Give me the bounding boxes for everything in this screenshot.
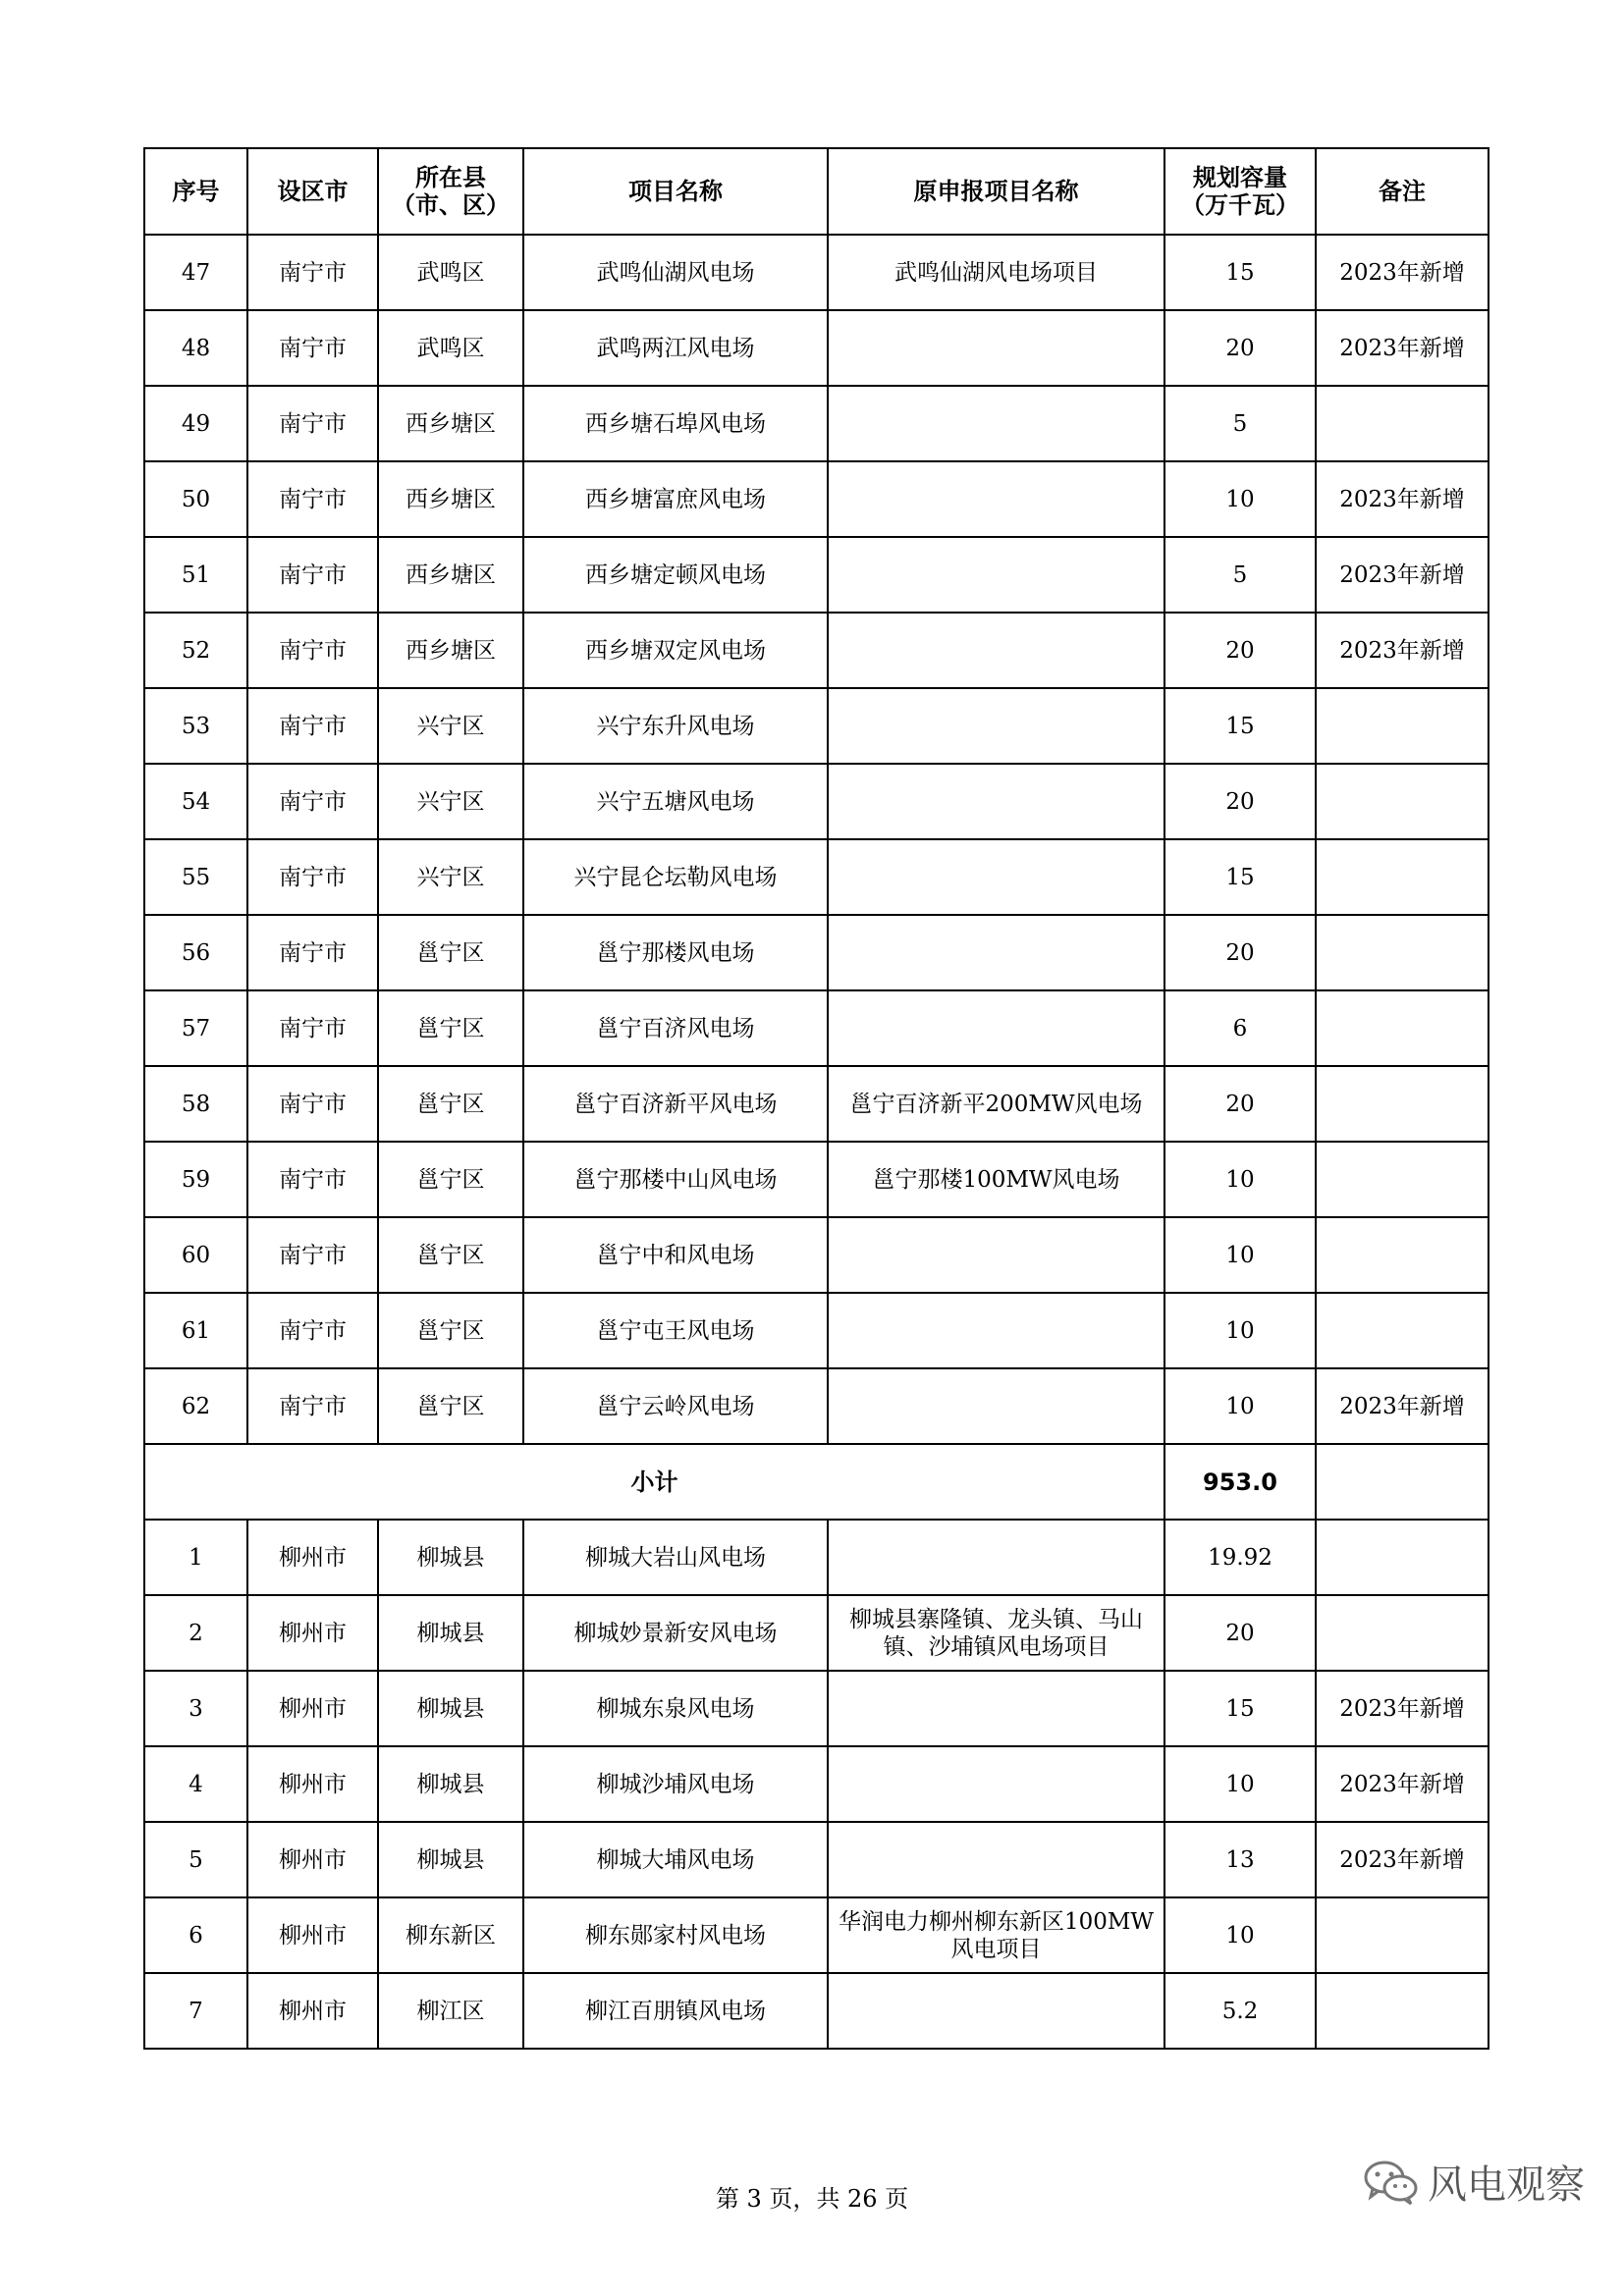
subtotal-row — [144, 1444, 1489, 1520]
cell-seq: 62 — [144, 1368, 247, 1444]
cell-orig — [828, 537, 1164, 613]
cell-city: 南宁市 — [247, 1066, 378, 1142]
cell-orig — [828, 764, 1164, 839]
cell-city: 柳州市 — [247, 1973, 378, 2049]
cell-city: 柳州市 — [247, 1746, 378, 1822]
cell-city: 柳州市 — [247, 1595, 378, 1671]
cell-county: 柳城县 — [378, 1520, 523, 1595]
header-project: 项目名称 — [523, 148, 828, 235]
cell-city: 南宁市 — [247, 613, 378, 688]
cell-remark — [1316, 915, 1489, 990]
cell-county: 兴宁区 — [378, 764, 523, 839]
cell-county: 邕宁区 — [378, 915, 523, 990]
cell-cap: 10 — [1164, 1142, 1316, 1217]
cell-orig: 邕宁百济新平200MW风电场 — [828, 1066, 1164, 1142]
subtotal-label: 小计 — [144, 1444, 1164, 1520]
cell-remark — [1316, 1595, 1489, 1671]
cell-cap: 20 — [1164, 310, 1316, 386]
cell-seq: 50 — [144, 461, 247, 537]
cell-county: 西乡塘区 — [378, 461, 523, 537]
header-remark: 备注 — [1316, 148, 1489, 235]
cell-seq: 61 — [144, 1293, 247, 1368]
nanning-rows — [144, 235, 1489, 1444]
table-row — [144, 386, 1489, 461]
cell-orig — [828, 613, 1164, 688]
cell-project: 柳城妙景新安风电场 — [523, 1595, 828, 1671]
header-capacity-line2: （万千瓦） — [1181, 191, 1299, 219]
cell-city: 南宁市 — [247, 1217, 378, 1293]
cell-cap: 10 — [1164, 1368, 1316, 1444]
cell-county: 兴宁区 — [378, 688, 523, 764]
cell-orig — [828, 839, 1164, 915]
cell-cap: 20 — [1164, 1595, 1316, 1671]
cell-cap: 10 — [1164, 1897, 1316, 1973]
cell-orig: 武鸣仙湖风电场项目 — [828, 235, 1164, 310]
cell-project: 西乡塘定顿风电场 — [523, 537, 828, 613]
cell-orig — [828, 1671, 1164, 1746]
cell-county: 柳城县 — [378, 1746, 523, 1822]
table-row — [144, 1217, 1489, 1293]
cell-orig — [828, 1293, 1164, 1368]
cell-orig — [828, 386, 1164, 461]
cell-cap: 15 — [1164, 1671, 1316, 1746]
cell-county: 兴宁区 — [378, 839, 523, 915]
cell-project: 西乡塘双定风电场 — [523, 613, 828, 688]
cell-seq: 57 — [144, 990, 247, 1066]
watermark — [1363, 2154, 1585, 2210]
cell-remark: 2023年新增 — [1316, 613, 1489, 688]
cell-city: 南宁市 — [247, 310, 378, 386]
cell-county: 邕宁区 — [378, 1293, 523, 1368]
cell-project: 柳城大岩山风电场 — [523, 1520, 828, 1595]
cell-cap: 5 — [1164, 537, 1316, 613]
cell-county: 武鸣区 — [378, 310, 523, 386]
cell-seq: 47 — [144, 235, 247, 310]
cell-orig — [828, 461, 1164, 537]
cell-seq: 3 — [144, 1671, 247, 1746]
cell-city: 南宁市 — [247, 915, 378, 990]
cell-seq: 7 — [144, 1973, 247, 2049]
table-row — [144, 613, 1489, 688]
cell-county: 邕宁区 — [378, 1066, 523, 1142]
cell-city: 柳州市 — [247, 1520, 378, 1595]
cell-orig: 华润电力柳州柳东新区100MW风电项目 — [828, 1897, 1164, 1973]
cell-project: 邕宁百济风电场 — [523, 990, 828, 1066]
cell-city: 柳州市 — [247, 1897, 378, 1973]
header-county — [378, 148, 523, 235]
cell-city: 南宁市 — [247, 537, 378, 613]
cell-remark: 2023年新增 — [1316, 537, 1489, 613]
cell-remark — [1316, 764, 1489, 839]
cell-project: 西乡塘富庶风电场 — [523, 461, 828, 537]
table-row — [144, 1066, 1489, 1142]
table-row — [144, 235, 1489, 310]
cell-orig — [828, 688, 1164, 764]
cell-city: 南宁市 — [247, 764, 378, 839]
cell-seq: 49 — [144, 386, 247, 461]
cell-orig — [828, 1973, 1164, 2049]
header-seq: 序号 — [144, 148, 247, 235]
header-city: 设区市 — [247, 148, 378, 235]
table-row — [144, 915, 1489, 990]
cell-project: 邕宁那楼风电场 — [523, 915, 828, 990]
cell-cap: 15 — [1164, 235, 1316, 310]
cell-cap: 10 — [1164, 1293, 1316, 1368]
watermark-text: 风电观察 — [1428, 2163, 1585, 2208]
cell-city: 柳州市 — [247, 1671, 378, 1746]
cell-city: 南宁市 — [247, 1142, 378, 1217]
cell-project: 柳江百朋镇风电场 — [523, 1973, 828, 2049]
cell-seq: 2 — [144, 1595, 247, 1671]
cell-seq: 4 — [144, 1746, 247, 1822]
cell-cap: 20 — [1164, 1066, 1316, 1142]
table-row — [144, 461, 1489, 537]
cell-cap: 15 — [1164, 839, 1316, 915]
cell-city: 南宁市 — [247, 839, 378, 915]
cell-cap: 5 — [1164, 386, 1316, 461]
cell-orig — [828, 1520, 1164, 1595]
cell-county: 西乡塘区 — [378, 613, 523, 688]
cell-project: 兴宁昆仑坛勒风电场 — [523, 839, 828, 915]
cell-orig — [828, 310, 1164, 386]
cell-cap: 10 — [1164, 1217, 1316, 1293]
cell-remark — [1316, 990, 1489, 1066]
table-row — [144, 1897, 1489, 1973]
table-row — [144, 537, 1489, 613]
cell-remark — [1316, 1897, 1489, 1973]
table-row — [144, 1142, 1489, 1217]
cell-city: 南宁市 — [247, 461, 378, 537]
cell-orig — [828, 1368, 1164, 1444]
cell-project: 邕宁屯王风电场 — [523, 1293, 828, 1368]
cell-seq: 55 — [144, 839, 247, 915]
cell-seq: 58 — [144, 1066, 247, 1142]
cell-city: 南宁市 — [247, 1293, 378, 1368]
cell-county: 邕宁区 — [378, 990, 523, 1066]
cell-cap: 5.2 — [1164, 1973, 1316, 2049]
cell-project: 柳城大埔风电场 — [523, 1822, 828, 1897]
cell-project: 武鸣仙湖风电场 — [523, 235, 828, 310]
cell-county: 柳城县 — [378, 1822, 523, 1897]
cell-project: 兴宁五塘风电场 — [523, 764, 828, 839]
cell-seq: 56 — [144, 915, 247, 990]
cell-project: 邕宁中和风电场 — [523, 1217, 828, 1293]
cell-remark — [1316, 839, 1489, 915]
cell-cap: 10 — [1164, 1746, 1316, 1822]
cell-orig — [828, 1217, 1164, 1293]
cell-project: 邕宁云岭风电场 — [523, 1368, 828, 1444]
cell-project: 柳城沙埔风电场 — [523, 1746, 828, 1822]
project-table — [143, 147, 1489, 2050]
cell-city: 南宁市 — [247, 1368, 378, 1444]
cell-remark — [1316, 1217, 1489, 1293]
cell-orig: 邕宁那楼100MW风电场 — [828, 1142, 1164, 1217]
cell-cap: 6 — [1164, 990, 1316, 1066]
page-footer: 第 3 页，共 26 页 — [715, 2185, 909, 2213]
header-orig-project: 原申报项目名称 — [828, 148, 1164, 235]
header-county-line1: 所在县 — [415, 164, 486, 191]
cell-county: 柳城县 — [378, 1595, 523, 1671]
table-row — [144, 1368, 1489, 1444]
cell-cap: 15 — [1164, 688, 1316, 764]
cell-remark — [1316, 1520, 1489, 1595]
cell-orig — [828, 1822, 1164, 1897]
cell-seq: 54 — [144, 764, 247, 839]
cell-project: 柳城东泉风电场 — [523, 1671, 828, 1746]
cell-seq: 59 — [144, 1142, 247, 1217]
cell-remark: 2023年新增 — [1316, 310, 1489, 386]
table-row — [144, 1520, 1489, 1595]
cell-city: 南宁市 — [247, 235, 378, 310]
table-header-row — [144, 148, 1489, 235]
subtotal-value: 953.0 — [1164, 1444, 1316, 1520]
cell-orig — [828, 915, 1164, 990]
cell-project: 武鸣两江风电场 — [523, 310, 828, 386]
subtotal-remark — [1316, 1444, 1489, 1520]
cell-remark: 2023年新增 — [1316, 235, 1489, 310]
cell-seq: 52 — [144, 613, 247, 688]
cell-seq: 51 — [144, 537, 247, 613]
table-row — [144, 1293, 1489, 1368]
cell-remark — [1316, 688, 1489, 764]
cell-seq: 1 — [144, 1520, 247, 1595]
cell-county: 邕宁区 — [378, 1142, 523, 1217]
cell-county: 柳城县 — [378, 1671, 523, 1746]
cell-city: 南宁市 — [247, 990, 378, 1066]
cell-city: 柳州市 — [247, 1822, 378, 1897]
cell-remark — [1316, 386, 1489, 461]
table-row — [144, 764, 1489, 839]
cell-cap: 10 — [1164, 461, 1316, 537]
cell-orig: 柳城县寨隆镇、龙头镇、马山镇、沙埔镇风电场项目 — [828, 1595, 1164, 1671]
cell-seq: 53 — [144, 688, 247, 764]
cell-county: 西乡塘区 — [378, 386, 523, 461]
cell-project: 兴宁东升风电场 — [523, 688, 828, 764]
cell-remark: 2023年新增 — [1316, 1746, 1489, 1822]
cell-remark: 2023年新增 — [1316, 1671, 1489, 1746]
cell-project: 邕宁那楼中山风电场 — [523, 1142, 828, 1217]
cell-county: 邕宁区 — [378, 1217, 523, 1293]
table-row — [144, 1822, 1489, 1897]
cell-project: 邕宁百济新平风电场 — [523, 1066, 828, 1142]
cell-remark — [1316, 1142, 1489, 1217]
cell-county: 邕宁区 — [378, 1368, 523, 1444]
header-capacity-line1: 规划容量 — [1193, 164, 1287, 191]
cell-county: 柳东新区 — [378, 1897, 523, 1973]
cell-county: 西乡塘区 — [378, 537, 523, 613]
table-row — [144, 990, 1489, 1066]
cell-county: 柳江区 — [378, 1973, 523, 2049]
cell-city: 南宁市 — [247, 688, 378, 764]
table-row — [144, 1973, 1489, 2049]
cell-seq: 60 — [144, 1217, 247, 1293]
cell-remark — [1316, 1066, 1489, 1142]
cell-remark: 2023年新增 — [1316, 1368, 1489, 1444]
cell-cap: 20 — [1164, 613, 1316, 688]
table-row — [144, 839, 1489, 915]
header-capacity — [1164, 148, 1316, 235]
cell-orig — [828, 990, 1164, 1066]
cell-orig — [828, 1746, 1164, 1822]
cell-project: 西乡塘石埠风电场 — [523, 386, 828, 461]
table-row — [144, 310, 1489, 386]
cell-county: 武鸣区 — [378, 235, 523, 310]
cell-cap: 13 — [1164, 1822, 1316, 1897]
cell-remark: 2023年新增 — [1316, 1822, 1489, 1897]
cell-project: 柳东郧家村风电场 — [523, 1897, 828, 1973]
cell-city: 南宁市 — [247, 386, 378, 461]
cell-seq: 5 — [144, 1822, 247, 1897]
cell-seq: 48 — [144, 310, 247, 386]
cell-cap: 20 — [1164, 915, 1316, 990]
cell-remark: 2023年新增 — [1316, 461, 1489, 537]
cell-cap: 20 — [1164, 764, 1316, 839]
table-row — [144, 688, 1489, 764]
table-row — [144, 1746, 1489, 1822]
liuzhou-rows — [144, 1520, 1489, 2049]
wechat-icon — [1363, 2158, 1420, 2207]
cell-cap: 19.92 — [1164, 1520, 1316, 1595]
table-row — [144, 1595, 1489, 1671]
cell-remark — [1316, 1293, 1489, 1368]
table-row — [144, 1671, 1489, 1746]
header-county-line2: （市、区） — [392, 191, 510, 219]
cell-remark — [1316, 1973, 1489, 2049]
subtotal-section — [144, 1444, 1489, 1520]
cell-seq: 6 — [144, 1897, 247, 1973]
